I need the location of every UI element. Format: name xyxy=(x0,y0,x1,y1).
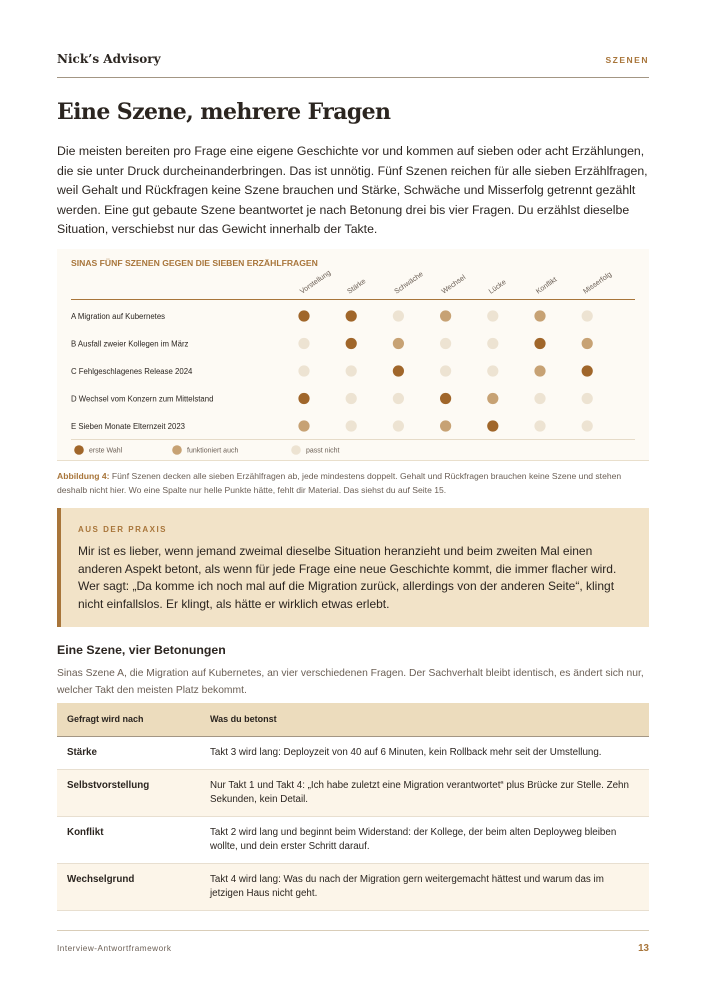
table-row xyxy=(57,736,649,769)
practice-callout xyxy=(57,508,649,627)
legend-label: erste Wahl xyxy=(89,447,123,455)
matrix-dot xyxy=(298,393,309,404)
matrix-dot xyxy=(440,365,451,376)
matrix-dot xyxy=(440,420,451,431)
section-intro: Sinas Szene A, die Migration auf Kubernetes, an vier verschiedenen Fragen. Der Sachverhalt bleibt identisch, es ändert sich nur, welcher Takt den meisten Platz bekommt. xyxy=(57,668,644,696)
section-heading: Eine Szene, vier Betonungen xyxy=(57,643,226,657)
column-label: Konflikt xyxy=(533,274,559,296)
matrix-dot xyxy=(393,393,404,404)
table-header-row xyxy=(57,703,649,736)
row-emphasis: Takt 2 wird lang und beginnt beim Widerstand: der Kollege, der beim alten Deployweg bleiben wollte, und dein erster Schritt darauf. xyxy=(200,816,649,863)
column-label: Schwäche xyxy=(392,269,425,296)
matrix-dot xyxy=(298,365,309,376)
scene-matrix xyxy=(57,249,649,461)
matrix-dot xyxy=(393,338,404,349)
matrix-dot xyxy=(487,365,498,376)
section-tag: SZENEN xyxy=(605,55,649,65)
matrix-dot xyxy=(298,420,309,431)
row-question: Selbstvorstellung xyxy=(57,769,200,816)
matrix-dot xyxy=(393,420,404,431)
row-question: Stärke xyxy=(57,736,200,769)
matrix-dot xyxy=(582,338,593,349)
header-emphasis: Was du betonst xyxy=(200,703,649,736)
table-row xyxy=(57,769,649,816)
matrix-dot xyxy=(346,420,357,431)
matrix-dot xyxy=(298,310,309,321)
footer-title: Interview-Antwortframework xyxy=(57,944,172,953)
matrix-dot xyxy=(346,310,357,321)
legend-swatch xyxy=(172,445,182,455)
matrix-dot xyxy=(534,310,545,321)
caption-label: Abbildung 4: xyxy=(57,471,110,481)
row-emphasis: Takt 4 wird lang: Was du nach der Migration gern weitergemacht hättest und warum das im jetzigen Haus nicht geht. xyxy=(200,863,649,910)
matrix-dot xyxy=(298,338,309,349)
page-number: 13 xyxy=(638,943,649,954)
column-label: Misserfolg xyxy=(581,269,614,296)
row-label: E Sieben Monate Elternzeit 2023 xyxy=(71,422,185,431)
matrix-dot xyxy=(582,310,593,321)
page-footer xyxy=(57,930,649,956)
matrix-dot xyxy=(582,393,593,404)
figure-caption xyxy=(57,470,649,497)
page-title: Eine Szene, mehrere Fragen xyxy=(57,99,391,125)
row-question: Wechselgrund xyxy=(57,863,200,910)
callout-text: Mir ist es lieber, wenn jemand zweimal dieselbe Situation heranzieht und beim zweiten Mal einen anderen Aspekt betont, als wenn für jede Frage eine neue Geschichte kommt, die immer flacher wird. Wer sagt: „Da komme ich noch mal auf die Migration zurück, allerdings von der anderen Seite“, klingt nicht einfallslos. Er klingt, als hätte er wirklich etwas erlebt. xyxy=(78,544,617,612)
legend-swatch xyxy=(291,445,301,455)
matrix-title: SINAS FÜNF SZENEN GEGEN DIE SIEBEN ERZÄHLFRAGEN xyxy=(71,258,318,268)
matrix-dot xyxy=(487,420,498,431)
matrix-dot xyxy=(346,365,357,376)
matrix-dot xyxy=(393,310,404,321)
matrix-dot xyxy=(487,338,498,349)
row-emphasis: Nur Takt 1 und Takt 4: „Ich habe zuletzt eine Migration verantwortet“ plus Brücke zur Stelle. Zehn Sekunden, kein Detail. xyxy=(200,769,649,816)
row-label: D Wechsel vom Konzern zum Mittelstand xyxy=(71,394,214,404)
row-question: Konflikt xyxy=(57,816,200,863)
matrix-dot xyxy=(582,365,593,376)
caption-text: Fünf Szenen decken alle sieben Erzählfragen ab, jede mindestens doppelt. Gehalt und Rückfragen brauchen keine Szene und stehen deshalb nicht hier. Wo eine Spalte nur helle Punkte hätte, fehlt dir Material. Das siehst du auf Seite 15. xyxy=(57,471,622,495)
legend-label: funktioniert auch xyxy=(187,447,239,455)
matrix-dot xyxy=(487,310,498,321)
table-row xyxy=(57,816,649,863)
matrix-dot xyxy=(346,338,357,349)
row-label: B Ausfall zweier Kollegen im März xyxy=(71,339,189,349)
intro-paragraph: Die meisten bereiten pro Frage eine eigene Geschichte vor und kommen auf sieben oder acht Erzählungen, die sie unter Druck durcheinanderbringen. Das ist unnötig. Fünf Szenen reichen für alle sieben Erzählfragen, weil Gehalt und Rückfragen keine Szene brauchen und Stärke, Schwäche und Misserfolg getrennt gezählt werden. Eine gut gebaute Szene beantwortet je nach Betonung drei bis vier Fragen. Du erzählst dieselbe Situation, verschiebst nur das Gewicht innerhalb der Takte. xyxy=(57,144,648,236)
matrix-dot xyxy=(440,393,451,404)
page-header xyxy=(57,52,649,78)
matrix-dot xyxy=(534,393,545,404)
column-label: Stärke xyxy=(345,276,368,296)
emphasis-table xyxy=(57,703,649,911)
matrix-dot xyxy=(346,393,357,404)
legend-label: passt nicht xyxy=(306,447,340,455)
column-label: Lücke xyxy=(486,277,508,296)
matrix-svg xyxy=(57,249,649,461)
column-label: Vorstellung xyxy=(297,267,333,296)
matrix-dot xyxy=(534,365,545,376)
matrix-dot xyxy=(534,420,545,431)
matrix-dot xyxy=(582,420,593,431)
matrix-dot xyxy=(440,338,451,349)
matrix-dot xyxy=(487,393,498,404)
header-question: Gefragt wird nach xyxy=(57,703,200,736)
brand-name: Nick’s Advisory xyxy=(57,52,161,66)
matrix-dot xyxy=(534,338,545,349)
row-label: A Migration auf Kubernetes xyxy=(71,312,166,321)
matrix-dot xyxy=(393,365,404,376)
row-emphasis: Takt 3 wird lang: Deployzeit von 40 auf 6 Minuten, kein Rollback mehr seit der Umstellung. xyxy=(200,736,649,769)
matrix-dot xyxy=(440,310,451,321)
callout-label: AUS DER PRAXIS xyxy=(78,525,168,534)
row-label: C Fehlgeschlagenes Release 2024 xyxy=(71,367,193,376)
column-label: Wechsel xyxy=(439,272,468,296)
table-row xyxy=(57,863,649,910)
legend-swatch xyxy=(74,445,84,455)
